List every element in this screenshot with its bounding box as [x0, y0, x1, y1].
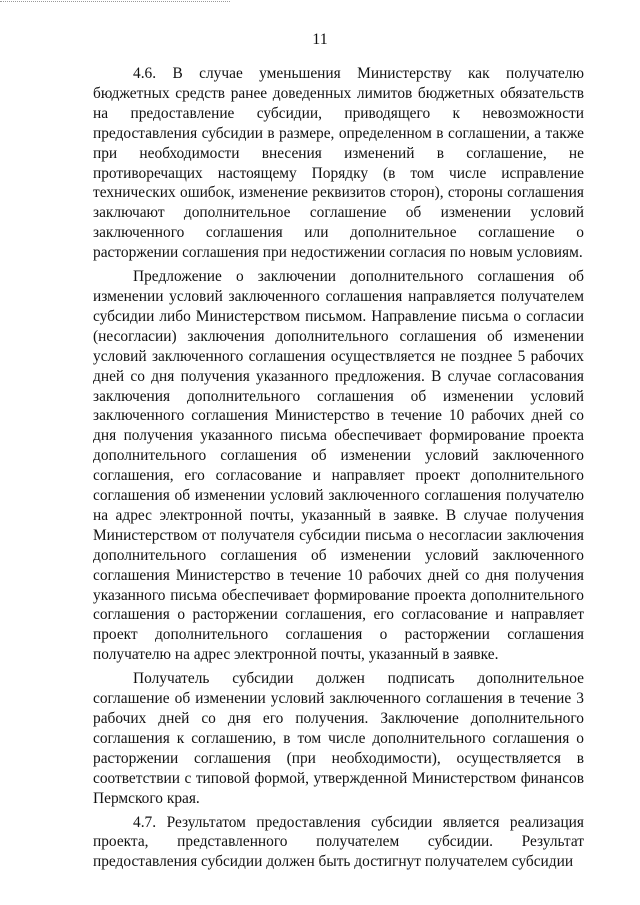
header-rule [0, 1, 230, 4]
paragraph-proposal: Предложение о заключении дополнительного соглашения об изменении условий заключенного соглашения направляется получателем субсидии либо Министерством письмом. Направление письма о согласии (несогласии) заключения дополнительного соглашения об изменении условий заключенного соглашения осуществляется не позднее 5 рабочих дней со дня получения указанного предложения. В случае согласования заключения дополнительного соглашения об изменении условий заключенного соглашения Министерство в течение 10 рабочих дней со дня получения указанного письма обеспечивает формирование проекта дополнительного соглашения об изменении условий заключенного соглашения, его согласование и направляет проект дополнительного соглашения об изменении условий заключенного соглашения получателю на адрес электронной почты, указанный в заявке. В случае получения Министерством от получателя субсидии письма о несогласии заключения дополнительного соглашения об изменении условий заключенного соглашения Министерство в течение 10 рабочих дней со дня получения указанного письма обеспечивает формирование проекта дополнительного соглашения о расторжении соглашения, его согласование и направляет проект дополнительного соглашения о расторжении соглашения получателю на адрес электронной почты, указанный в заявке. [93, 268, 584, 664]
paragraph-4-7: 4.7. Результатом предоставления субсидии является реализация проекта, представленного получателем субсидии. Результат предоставления субсидии должен быть достигнут получателем субсидии [93, 813, 584, 871]
paragraph-signing: Получатель субсидии должен подписать дополнительное соглашение об изменении условий заключенного соглашения в течение 3 рабочих дней со дня его получения. Заключение дополнительного соглашения к соглашению, в том числе дополнительного соглашения о расторжении соглашения (при необходимости), осуществляется в соответствии с типовой формой, утвержденной Министерством финансов Пермского края. [93, 670, 584, 807]
page-number: 11 [312, 31, 328, 48]
document-body [93, 64, 584, 876]
paragraph-4-6: 4.6. В случае уменьшения Министерству как получателю бюджетных средств ранее доведенных лимитов бюджетных обязательств на предоставление субсидии, приводящего к невозможности предоставления субсидии в размере, определенном в соглашении, а также при необходимости внесения изменений в соглашение, не противоречащих настоящему Порядку (в том числе исправление технических ошибок, изменение реквизитов сторон), стороны соглашения заключают дополнительное соглашение об изменении условий заключенного соглашения или дополнительное соглашение о расторжении соглашения при недостижении согласия по новым условиям. [93, 65, 584, 262]
